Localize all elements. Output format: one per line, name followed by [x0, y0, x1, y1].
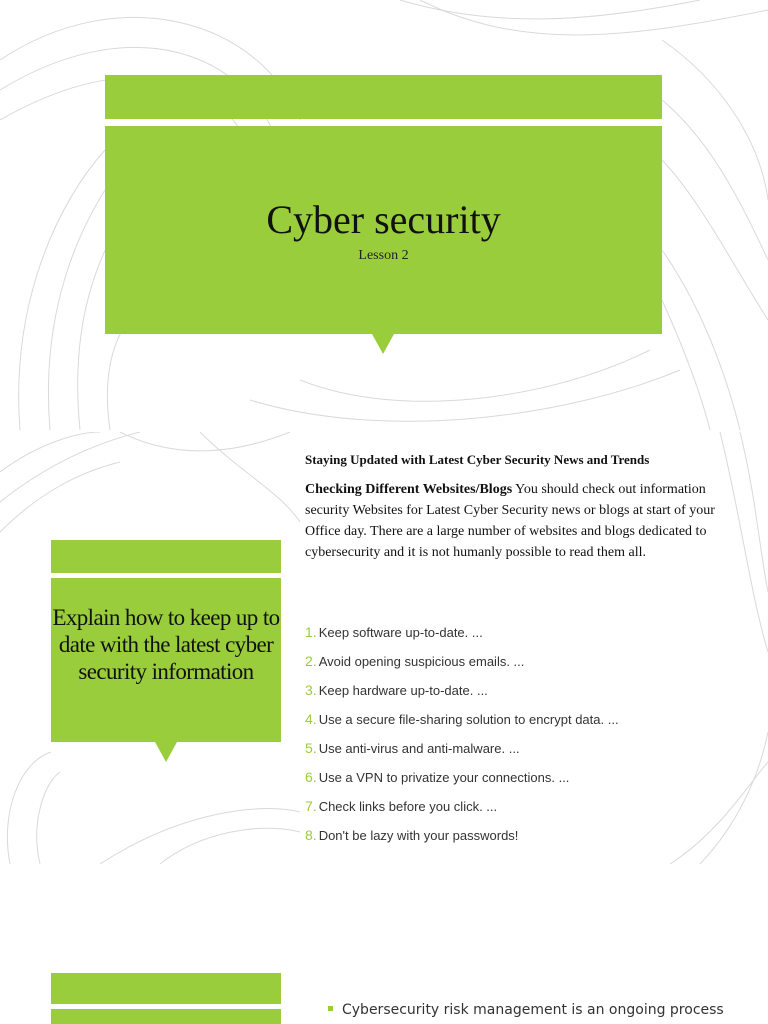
- list-number: 4.: [305, 711, 317, 727]
- list-item: [305, 792, 619, 821]
- list-text: Use a VPN to privatize your connections. ...: [318, 770, 570, 785]
- list-text: Avoid opening suspicious emails. ...: [318, 654, 525, 669]
- list-text: Don't be lazy with your passwords!: [318, 828, 519, 843]
- bullet-text: Cybersecurity risk management is an ongoing process: [342, 1002, 724, 1018]
- title-box-pointer: [372, 334, 394, 354]
- slide-3: [0, 866, 768, 1024]
- list-item: [305, 734, 619, 763]
- slide-1: [0, 0, 768, 430]
- list-text: Check links before you click. ...: [318, 799, 498, 814]
- bullet-icon: [328, 1006, 333, 1011]
- list-number: 8.: [305, 827, 317, 843]
- list-number: 1.: [305, 624, 317, 640]
- slide-title: Cyber security: [266, 197, 501, 242]
- slide-subtitle: Lesson 2: [358, 248, 409, 263]
- list-text: Keep hardware up-to-date. ...: [318, 683, 488, 698]
- title-header-bar: [105, 75, 662, 119]
- list-item: [305, 676, 619, 705]
- paragraph-body: You should check out information security Websites for Latest Cyber Security news or blogs at start of your Office day. There are a large number of websites and blogs dedicated to cybersecurity and it is not humanly possible to read them all.: [305, 482, 715, 560]
- list-text: Use a secure file-sharing solution to encrypt data. ...: [318, 712, 619, 727]
- list-item: [305, 647, 619, 676]
- list-number: 5.: [305, 740, 317, 756]
- list-number: 3.: [305, 682, 317, 698]
- slide3-box: [51, 1009, 281, 1024]
- question-header-bar: [51, 540, 281, 573]
- list-text: Keep software up-to-date. ...: [318, 625, 483, 640]
- list-number: 6.: [305, 769, 317, 785]
- list-item: [305, 705, 619, 734]
- list-text: Use anti-virus and anti-malware. ...: [318, 741, 520, 756]
- slide3-header-bar: [51, 973, 281, 1004]
- list-item: [305, 821, 619, 850]
- section-heading: Staying Updated with Latest Cyber Security News and Trends: [305, 452, 650, 467]
- list-item: [305, 763, 619, 792]
- question-box-pointer: [155, 742, 177, 762]
- question-text: Explain how to keep up to date with the latest cyber security information: [52, 605, 280, 684]
- bullet-item: [328, 1002, 724, 1018]
- paragraph-bold-lead: Checking Different Websites/Blogs: [305, 482, 513, 497]
- list-number: 2.: [305, 653, 317, 669]
- slide-2: [0, 432, 768, 864]
- intro-paragraph: [305, 479, 715, 563]
- list-item: [305, 618, 619, 647]
- tips-list: [305, 618, 619, 850]
- list-number: 7.: [305, 798, 317, 814]
